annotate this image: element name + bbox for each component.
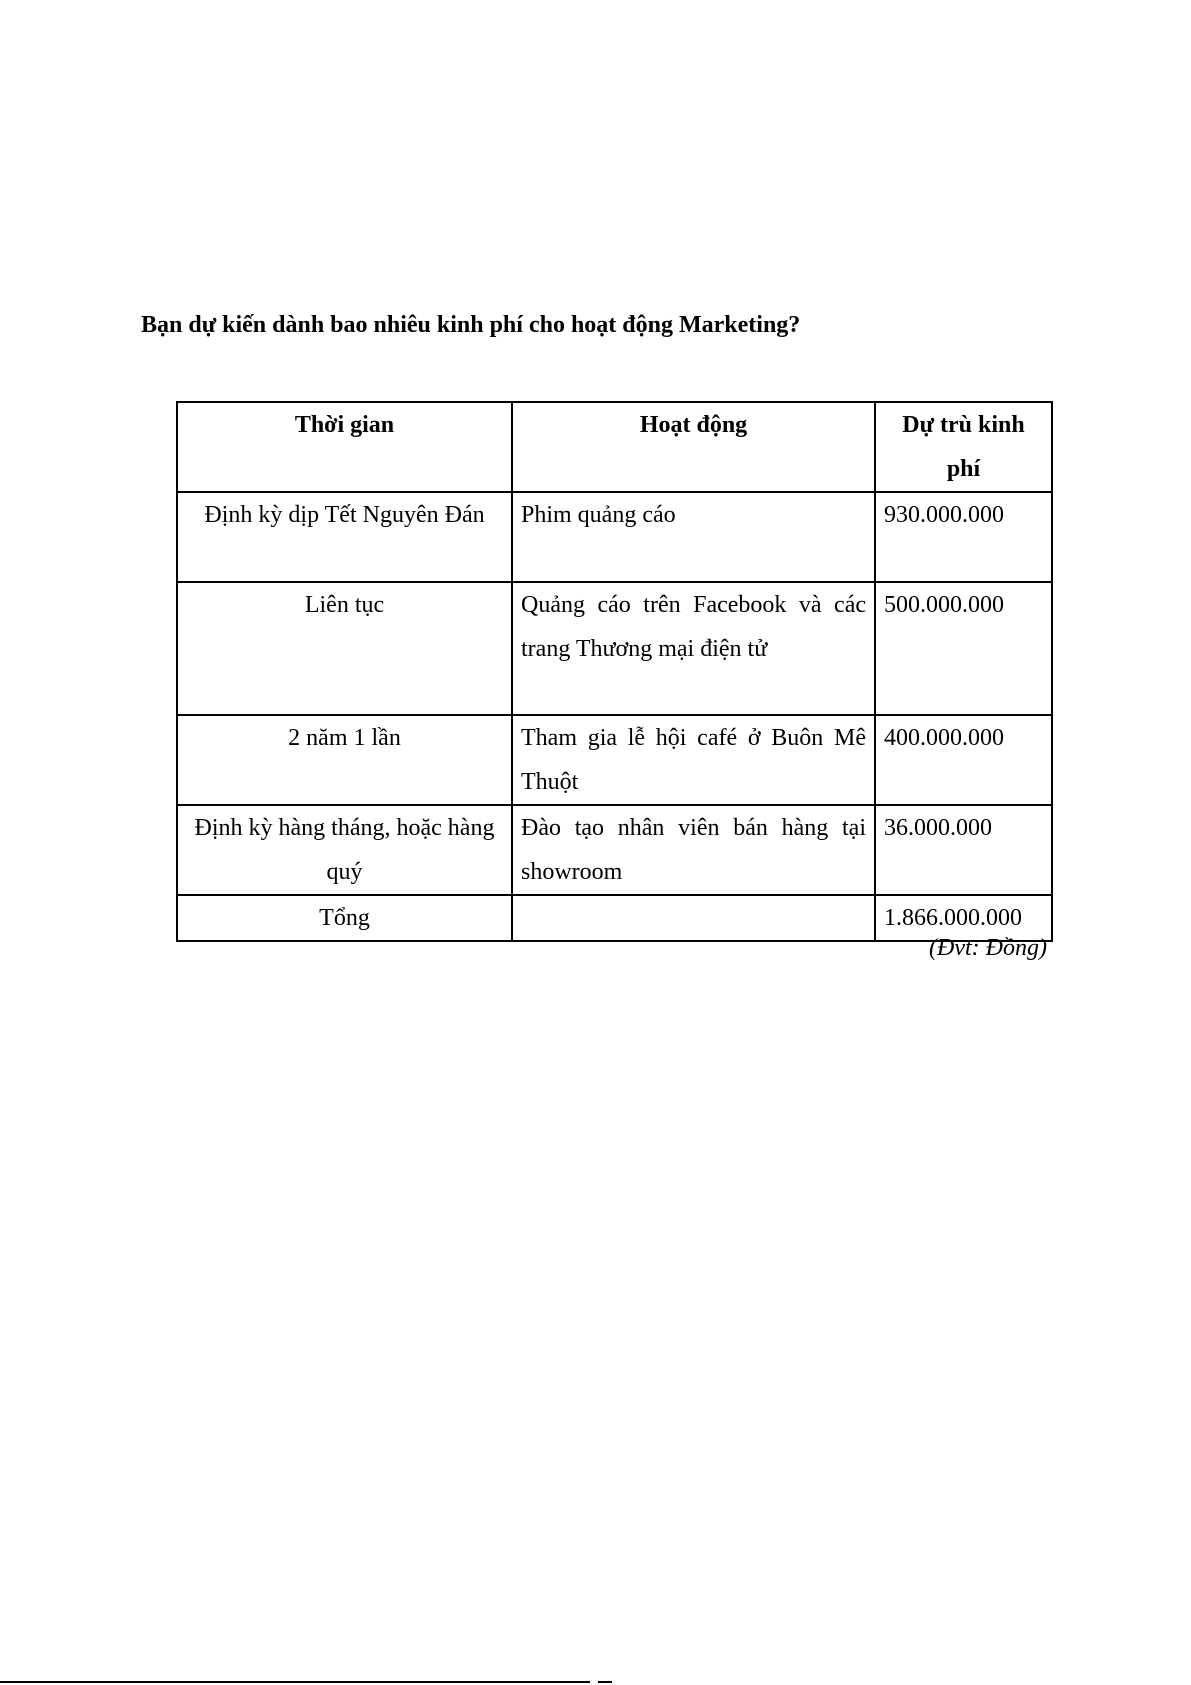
row-cost: 930.000.000 (875, 492, 1052, 582)
table-header-row (177, 402, 1052, 492)
row-cost: 500.000.000 (875, 582, 1052, 715)
row-cost: 36.000.000 (875, 805, 1052, 895)
unit-note: (Đvt: Đồng) (929, 935, 1047, 961)
budget-table (176, 401, 1053, 942)
header-cost: Dự trù kinh phí (875, 402, 1052, 492)
header-activity: Hoạt động (512, 402, 875, 492)
table-row (177, 582, 1052, 715)
footer-rule-mark (598, 1681, 612, 1683)
header-time: Thời gian (177, 402, 512, 492)
table-row (177, 715, 1052, 805)
row-activity: Quảng cáo trên Facebook và các trang Thương mại điện tử (512, 582, 875, 715)
row-time: Liên tục (177, 582, 512, 715)
footer-rule (0, 1681, 590, 1683)
row-time: Định kỳ hàng tháng, hoặc hàng quý (177, 805, 512, 895)
row-cost: 400.000.000 (875, 715, 1052, 805)
question-heading: Bạn dự kiến dành bao nhiêu kinh phí cho hoạt động Marketing? (141, 312, 801, 338)
total-cost: 1.866.000.000 (875, 895, 1052, 941)
row-activity: Phim quảng cáo (512, 492, 875, 582)
row-time: 2 năm 1 lần (177, 715, 512, 805)
table-total-row (177, 895, 1052, 941)
row-time: Định kỳ dịp Tết Nguyên Đán (177, 492, 512, 582)
total-activity (512, 895, 875, 941)
row-activity: Đào tạo nhân viên bán hàng tại showroom (512, 805, 875, 895)
table-row (177, 492, 1052, 582)
total-label: Tổng (177, 895, 512, 941)
row-activity: Tham gia lễ hội café ở Buôn Mê Thuột (512, 715, 875, 805)
table-row (177, 805, 1052, 895)
